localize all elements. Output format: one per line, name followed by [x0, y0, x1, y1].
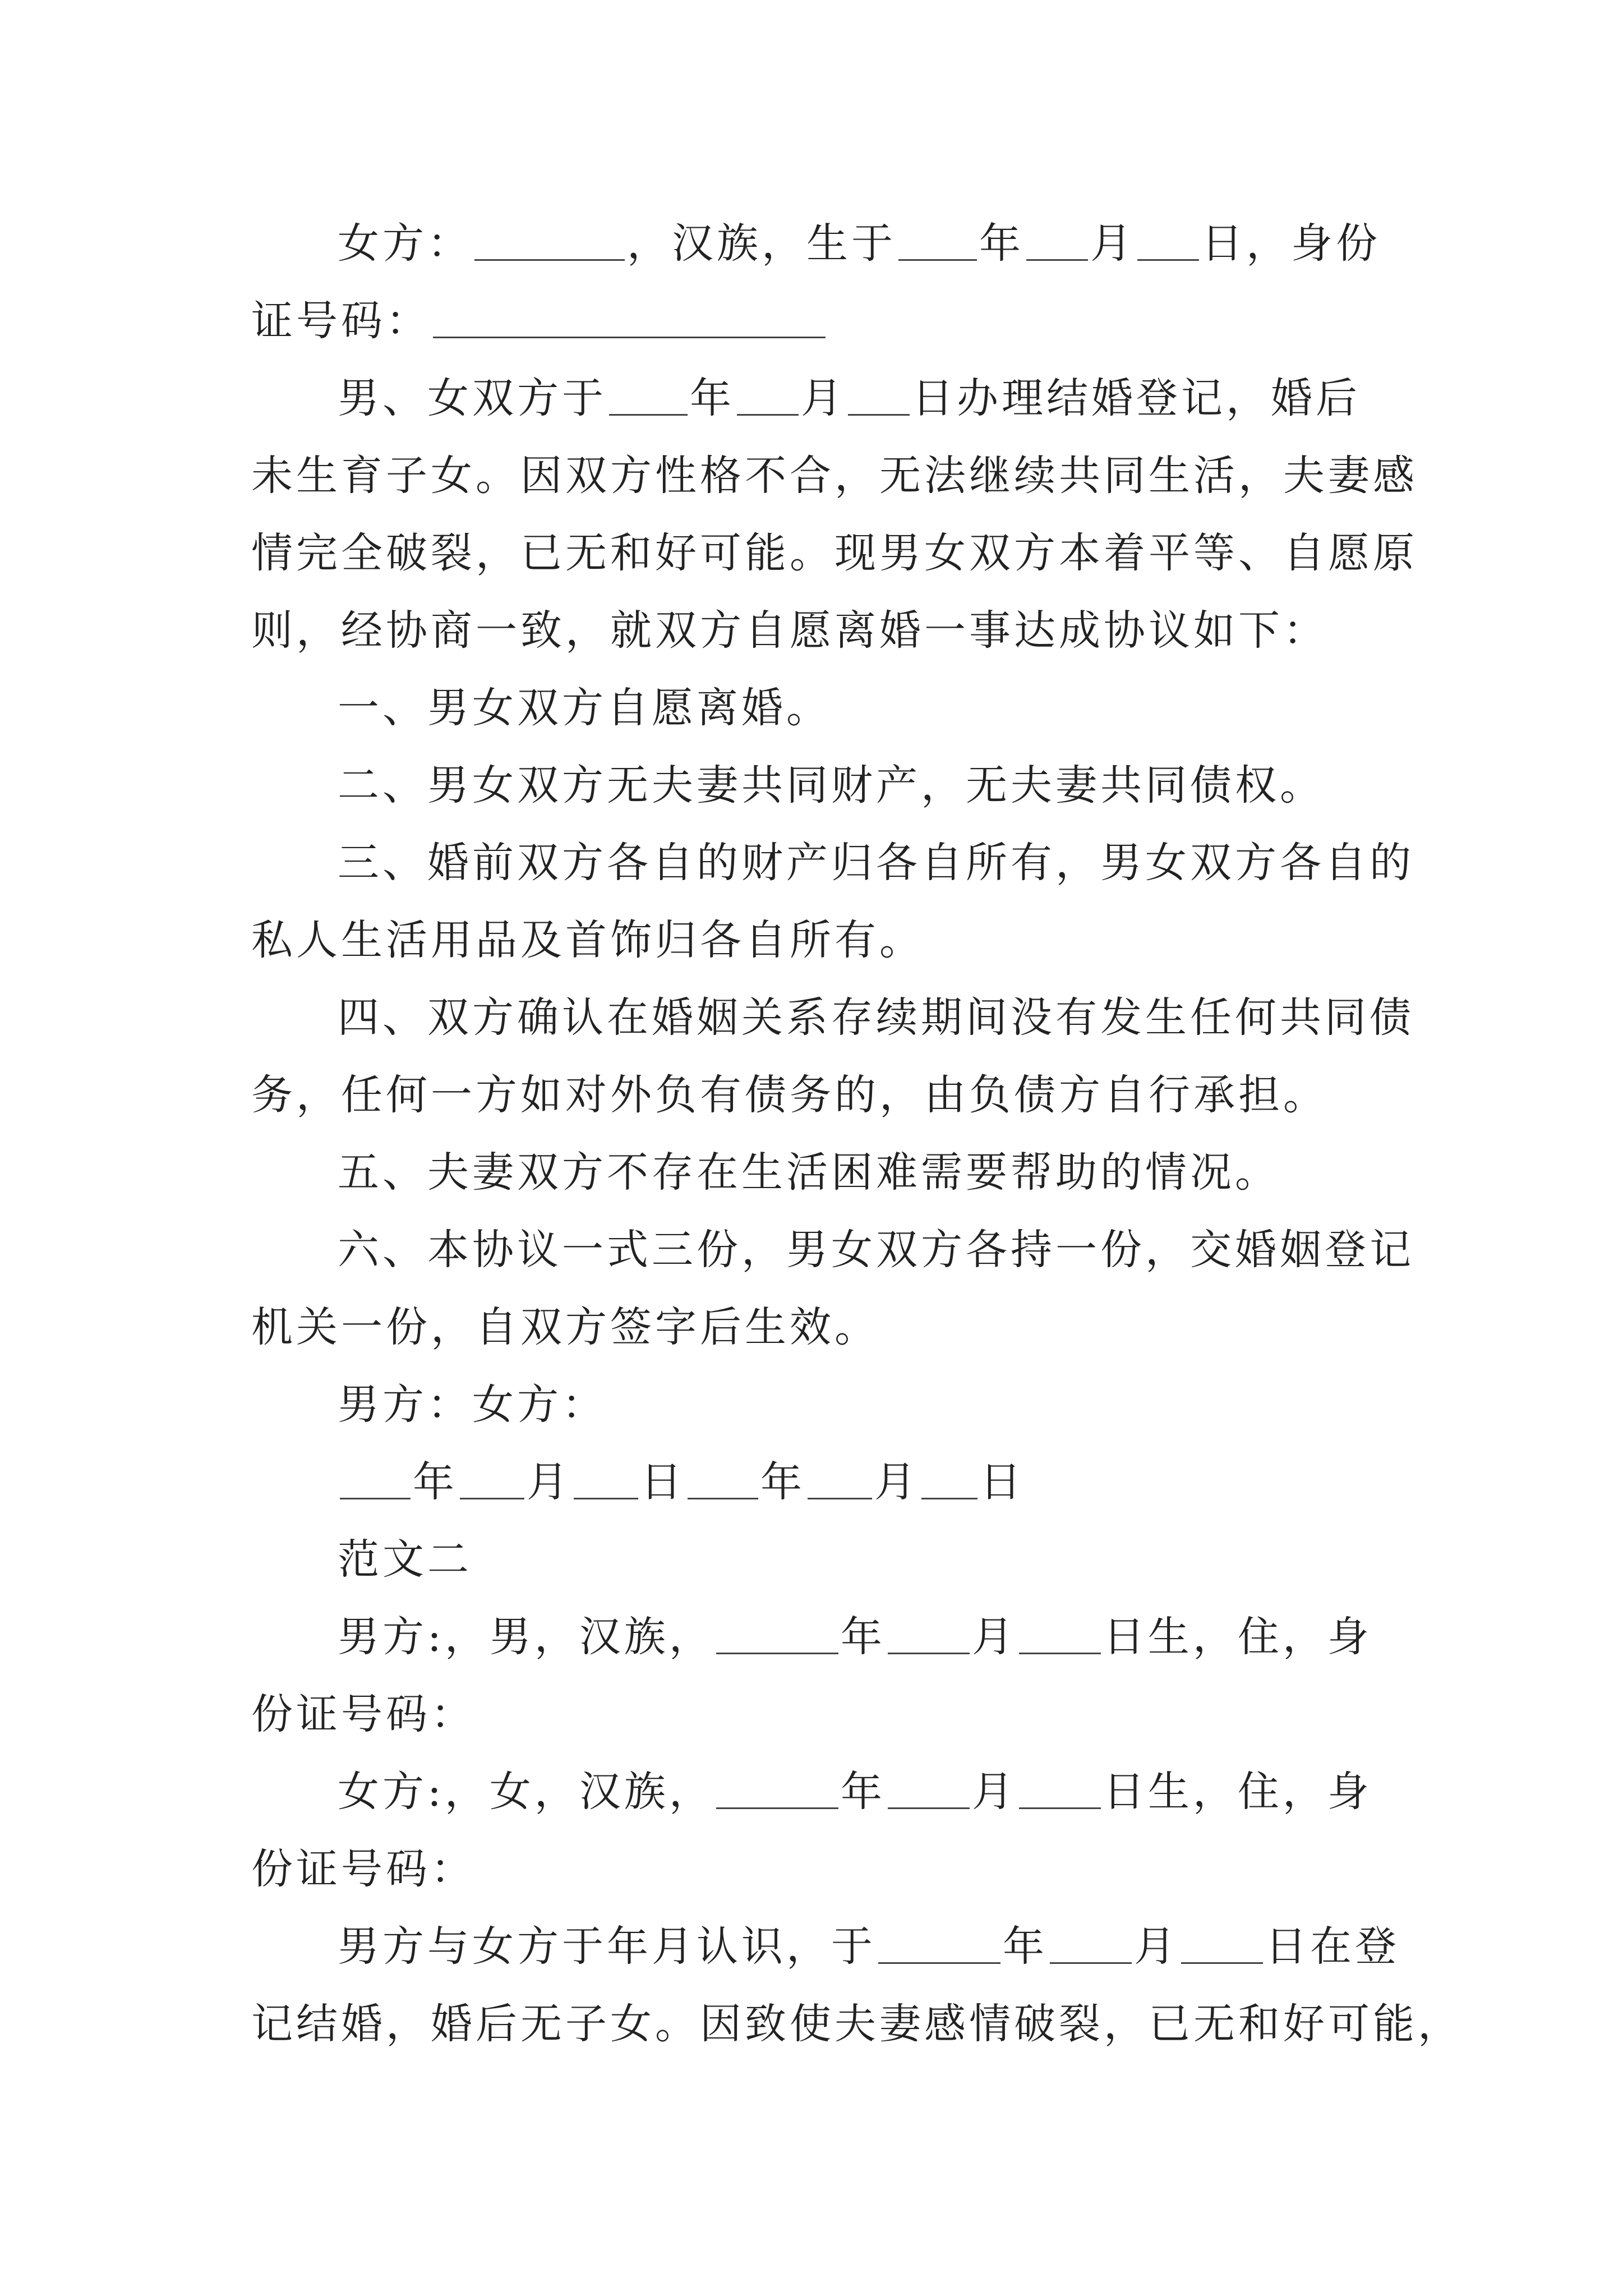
day-blank [1019, 1613, 1101, 1654]
day-blank [848, 375, 910, 416]
female-year-blank [688, 1458, 758, 1499]
story-start-text: 男方与女方于年月认识，于 [338, 1922, 876, 1971]
sample-two-female-paragraph [251, 1753, 1387, 1908]
ethnicity-text: ，汉族，生于 [627, 219, 896, 268]
female-party-line-1 [251, 205, 1387, 282]
agreement-item-6-line-2: 机关一份，自双方签字后生效。 [251, 1303, 879, 1351]
agreement-item-3-line-2: 私人生活用品及首饰归各自所有。 [251, 916, 924, 964]
day-text: 日 [980, 1458, 1025, 1506]
month-blank [888, 1768, 970, 1809]
agreement-item-1: 一、男女双方自愿离婚。 [338, 684, 831, 732]
month-blank [888, 1613, 970, 1654]
year-text: 年 [840, 1613, 886, 1661]
agreement-item-3 [251, 824, 1414, 979]
year-blank [716, 1613, 838, 1654]
agreement-item-2: 二、男女双方无夫妻共同财产，无夫妻共同债权。 [338, 761, 1325, 809]
name-blank [474, 220, 625, 261]
month-text: 月 [801, 374, 846, 422]
female-start-text: 女方:，女，汉族， [338, 1768, 714, 1816]
marriage-paragraph [251, 360, 1418, 669]
day-text: 日 [640, 1458, 685, 1506]
year-blank [716, 1768, 838, 1809]
story-rest-text: 日在登 [1265, 1922, 1400, 1971]
agreement-item-4 [251, 979, 1414, 1134]
marriage-start-text: 男、女双方于 [338, 374, 607, 422]
marriage-line-3: 情完全破裂，已无和好可能。现男女双方本着平等、自愿原 [251, 529, 1418, 577]
marriage-line-2: 未生育子女。因双方性格不合，无法继续共同生活，夫妻感 [251, 452, 1418, 500]
sample-two-male-line-1 [251, 1598, 1387, 1676]
agreement-item-5: 五、夫妻双方不存在生活困难需要帮助的情况。 [338, 1148, 1280, 1197]
sample-two-female-line-1 [251, 1753, 1387, 1830]
month-text: 月 [874, 1458, 919, 1506]
month-blank [1026, 220, 1088, 261]
day-blank [1019, 1768, 1101, 1809]
year-blank [898, 220, 977, 261]
male-year-blank [340, 1458, 411, 1499]
year-text: 年 [979, 219, 1024, 268]
female-party-line-2 [251, 282, 1387, 360]
year-text: 年 [760, 1458, 805, 1506]
agreement-item-3-line-1: 三、婚前双方各自的财产归各自所有，男女双方各自的 [338, 839, 1414, 887]
sample-two-story-paragraph [251, 1908, 1463, 2063]
year-text: 年 [413, 1458, 458, 1506]
female-party-paragraph [251, 205, 1387, 360]
female-rest-text: 日生，住，身 [1103, 1768, 1372, 1816]
sample-two-story-line-1 [251, 1908, 1400, 1985]
month-text: 月 [971, 1768, 1017, 1816]
document-body [251, 205, 1463, 2063]
male-start-text: 男方:，男，汉族， [338, 1613, 714, 1661]
male-month-blank [460, 1458, 524, 1499]
year-blank [878, 1923, 1000, 1964]
month-text: 月 [527, 1458, 571, 1506]
month-text: 月 [1090, 219, 1135, 268]
id-blank [433, 297, 826, 338]
male-rest-text: 日生，住，身 [1103, 1613, 1372, 1661]
marriage-line-1 [251, 360, 1387, 437]
day-blank [1181, 1923, 1263, 1964]
agreement-item-4-line-1: 四、双方确认在婚姻关系存续期间没有发生任何共同债 [338, 993, 1414, 1042]
sample-two-male-paragraph [251, 1598, 1387, 1753]
year-blank [609, 375, 688, 416]
agreement-item-6 [251, 1211, 1414, 1366]
female-day-blank [921, 1458, 978, 1499]
month-text: 月 [1134, 1922, 1179, 1971]
agreement-item-4-line-2: 务，任何一方如对外负有债务的，由负债方自行承担。 [251, 1071, 1328, 1119]
marriage-line-4: 则，经协商一致，就双方自愿离婚一事达成协议如下： [251, 606, 1328, 655]
month-blank [737, 375, 799, 416]
male-day-blank [574, 1458, 638, 1499]
year-text: 年 [690, 374, 735, 422]
sample-two-heading: 范文二 [338, 1535, 472, 1584]
year-text: 年 [840, 1768, 886, 1816]
marriage-rest-text: 日办理结婚登记，婚后 [912, 374, 1361, 422]
female-label: 女方： [338, 219, 472, 268]
sample-two-story-line-2: 记结婚，婚后无子女。因致使夫妻感情破裂，已无和好可能， [251, 2000, 1463, 2048]
id-label: 证号码： [251, 297, 431, 345]
sample-two-female-line-2: 份证号码： [251, 1845, 476, 1893]
agreement-item-6-line-1: 六、本协议一式三份，男女双方各持一份，交婚姻登记 [338, 1226, 1414, 1274]
month-blank [1050, 1923, 1132, 1964]
year-text: 年 [1003, 1922, 1048, 1971]
signature-parties: 男方：女方： [338, 1381, 607, 1429]
female-month-blank [808, 1458, 872, 1499]
day-blank [1137, 220, 1199, 261]
day-text: 日，身份 [1201, 219, 1381, 268]
month-text: 月 [971, 1613, 1017, 1661]
signature-dates [251, 1443, 1387, 1521]
sample-two-male-line-2: 份证号码： [251, 1690, 476, 1738]
